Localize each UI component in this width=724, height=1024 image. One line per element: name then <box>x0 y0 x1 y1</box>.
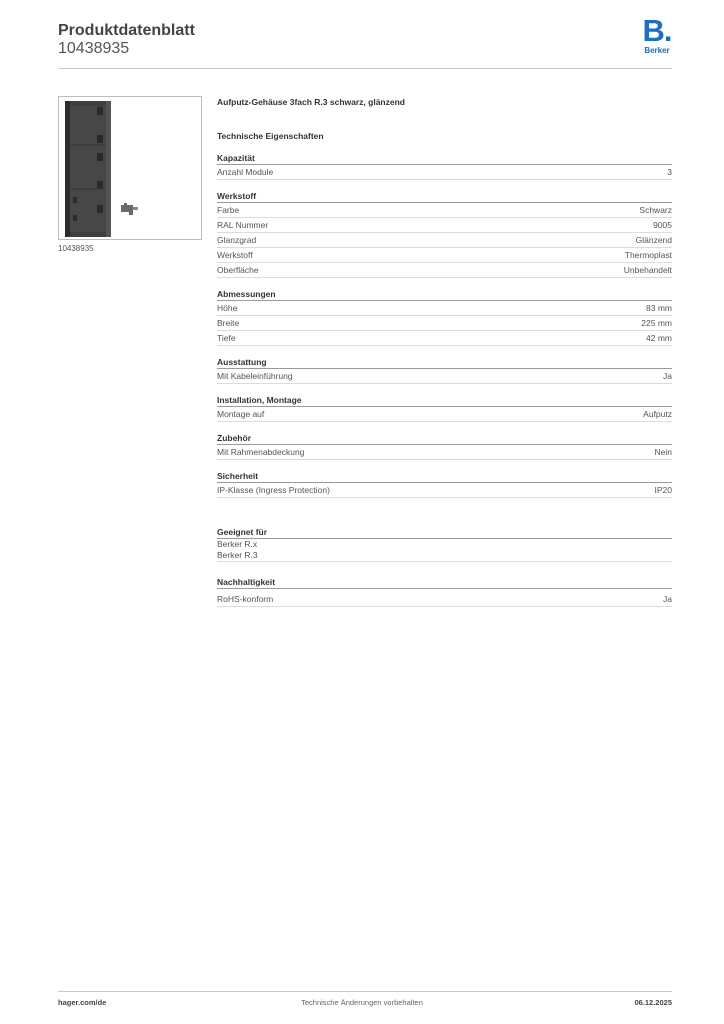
property-row <box>217 301 672 316</box>
page-header <box>58 22 195 58</box>
property-value: 9005 <box>653 220 672 230</box>
suitable-item: Berker R.x <box>217 539 258 549</box>
property-row <box>217 248 672 263</box>
suitable-group <box>217 526 672 562</box>
logo-mark: B. <box>642 13 672 48</box>
group-title: Nachhaltigkeit <box>217 576 672 589</box>
property-group <box>217 190 672 278</box>
logo-text: Berker <box>644 46 670 55</box>
property-row <box>217 203 672 218</box>
group-title: Abmessungen <box>217 288 672 301</box>
property-value: Thermoplast <box>624 250 672 260</box>
property-label: Werkstoff <box>217 250 253 260</box>
group-title: Ausstattung <box>217 356 672 369</box>
header-divider <box>58 68 672 69</box>
property-value: Ja <box>663 371 672 381</box>
property-label: Montage auf <box>217 409 265 419</box>
footer-date: 06.12.2025 <box>634 998 672 1007</box>
property-value: Glänzend <box>635 235 672 245</box>
property-value: IP20 <box>654 485 672 495</box>
property-label: Mit Rahmenabdeckung <box>217 447 305 457</box>
property-value: Aufputz <box>643 409 672 419</box>
suitable-item: Berker R.3 <box>217 550 258 560</box>
page-title: Produktdatenblatt <box>58 22 195 39</box>
group-title: Geeignet für <box>217 526 672 539</box>
property-row <box>217 407 672 422</box>
image-caption: 10438935 <box>58 244 94 253</box>
footer-website: hager.com/de <box>58 998 107 1007</box>
footer-divider <box>58 991 672 992</box>
property-value: Nein <box>654 447 672 457</box>
property-value: 3 <box>667 167 672 177</box>
property-value: 42 mm <box>646 333 672 343</box>
property-label: Breite <box>217 318 240 328</box>
sustainability-group <box>217 576 672 607</box>
suitable-list <box>217 539 672 562</box>
product-details <box>217 96 672 607</box>
property-row <box>217 483 672 498</box>
property-group <box>217 288 672 346</box>
property-row <box>217 445 672 460</box>
property-label: Anzahl Module <box>217 167 274 177</box>
property-row <box>217 331 672 346</box>
product-title: Aufputz-Gehäuse 3fach R.3 schwarz, glänzend <box>217 97 405 107</box>
product-image <box>58 96 202 240</box>
document-number: 10438935 <box>58 40 130 57</box>
group-title: Werkstoff <box>217 190 672 203</box>
property-value: Ja <box>663 594 672 604</box>
property-group <box>217 152 672 180</box>
property-label: Glanzgrad <box>217 235 257 245</box>
property-group <box>217 432 672 460</box>
property-row <box>217 165 672 180</box>
group-title: Sicherheit <box>217 470 672 483</box>
property-value: Unbehandelt <box>623 265 672 275</box>
property-row <box>217 263 672 278</box>
property-label: Farbe <box>217 205 240 215</box>
property-label: Oberfläche <box>217 265 259 275</box>
property-groups <box>217 152 672 498</box>
footer-notice: Technische Änderungen vorbehalten <box>301 998 423 1007</box>
berker-logo <box>638 13 676 56</box>
group-title: Zubehör <box>217 432 672 445</box>
property-label: Mit Kabeleinführung <box>217 371 293 381</box>
property-row <box>217 316 672 331</box>
property-value: Schwarz <box>639 205 672 215</box>
section-heading: Technische Eigenschaften <box>217 131 324 141</box>
property-group <box>217 470 672 498</box>
property-group <box>217 394 672 422</box>
property-label: Tiefe <box>217 333 236 343</box>
property-row <box>217 218 672 233</box>
property-label: Höhe <box>217 303 238 313</box>
group-title: Installation, Montage <box>217 394 672 407</box>
property-group <box>217 356 672 384</box>
property-value: 225 mm <box>641 318 672 328</box>
group-title: Kapazität <box>217 152 672 165</box>
property-label: RAL Nummer <box>217 220 269 230</box>
property-label: IP-Klasse (Ingress Protection) <box>217 485 330 495</box>
property-value: 83 mm <box>646 303 672 313</box>
property-row <box>217 369 672 384</box>
property-row <box>217 233 672 248</box>
property-row <box>217 592 672 607</box>
housing-illustration <box>59 97 201 239</box>
property-label: RoHS-konform <box>217 594 274 604</box>
